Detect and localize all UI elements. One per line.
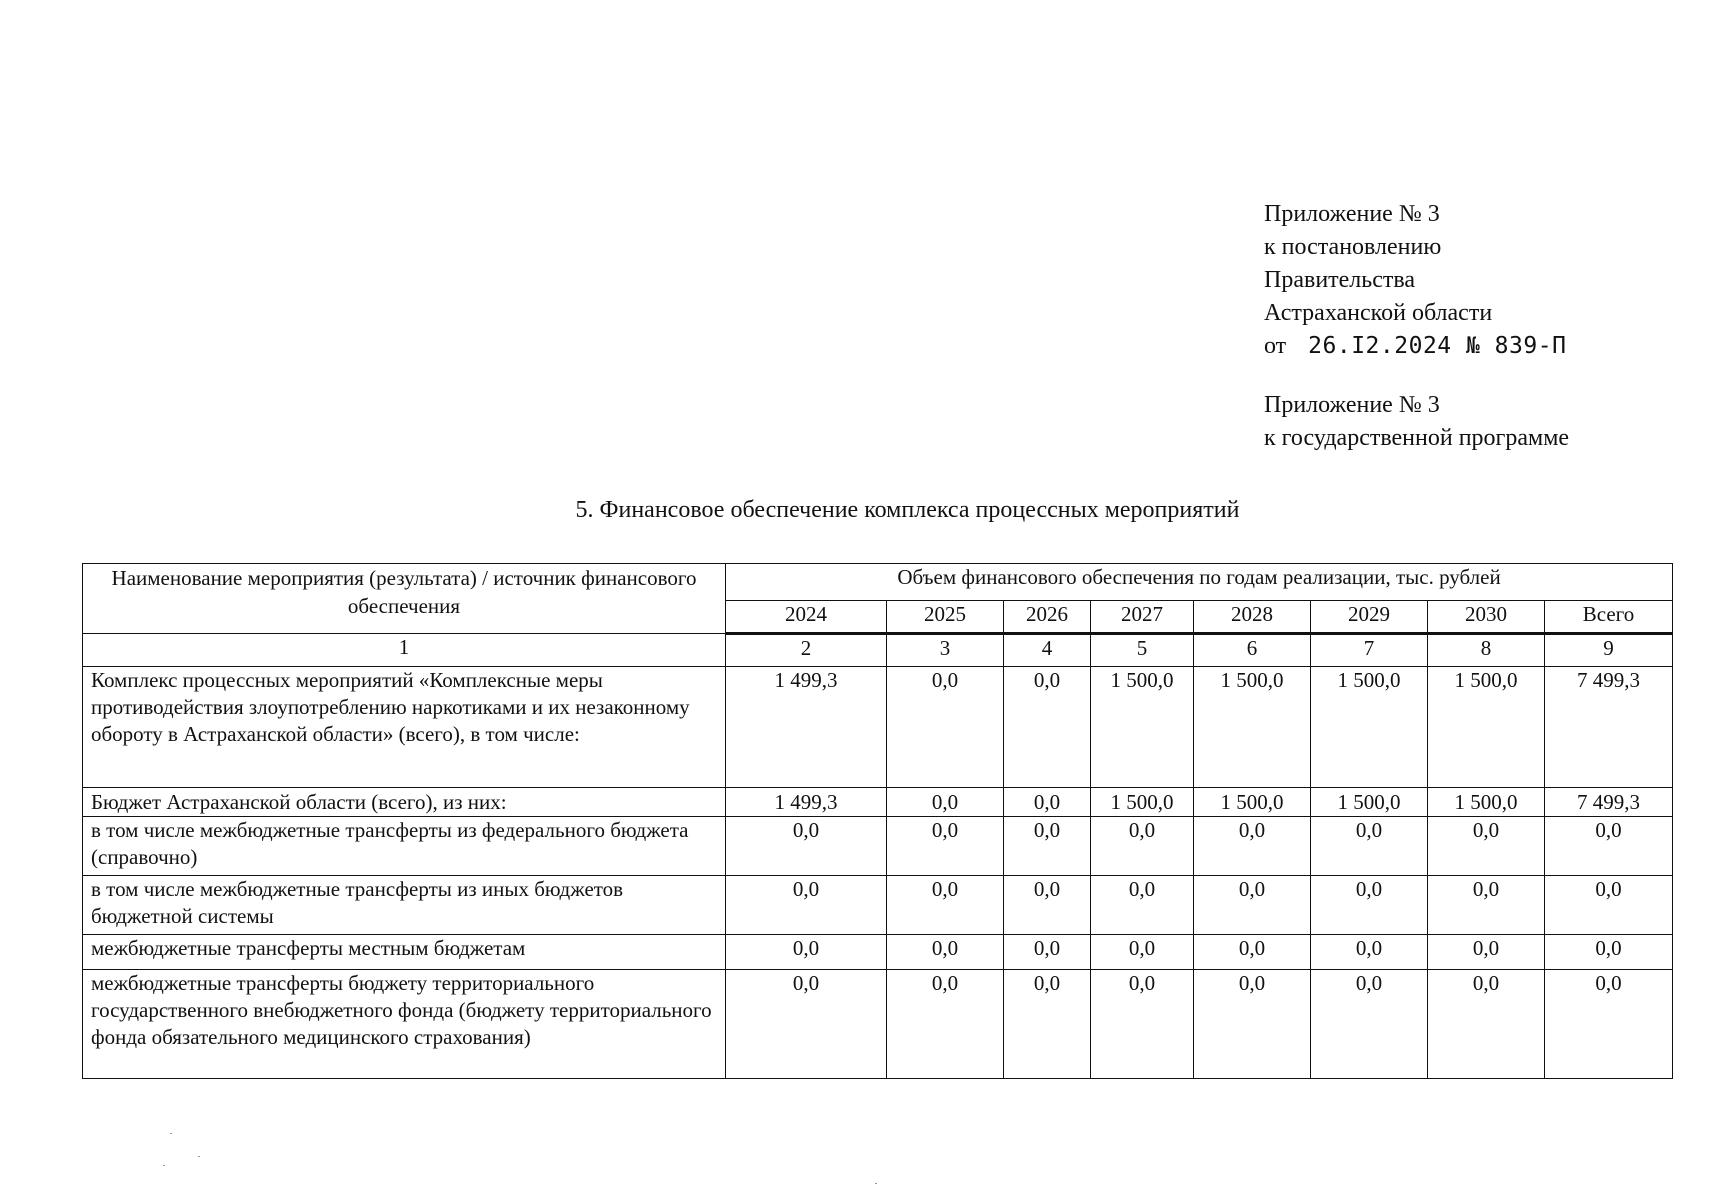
value-cell: 0,0 [1091, 817, 1194, 876]
appendix-line-3: Астраханской области [1264, 300, 1493, 326]
row-name: Комплекс процессных мероприятий «Комплексные меры противодействия злоупотреблению наркотиками и их незаконному обороту в Астраханской области» (всего), в том числе: [83, 667, 726, 788]
value-cell: 0,0 [887, 876, 1004, 935]
column-number: 6 [1194, 634, 1311, 667]
row-name: Бюджет Астраханской области (всего), из них: [83, 788, 726, 817]
value-cell: 0,0 [726, 970, 887, 1079]
value-cell: 1 499,3 [726, 667, 887, 788]
row-name: межбюджетные трансферты бюджету территориального государственного внебюджетного фонда (бюджету территориального фонда обязательного медицинского страхования) [83, 970, 726, 1079]
column-number: 1 [83, 634, 726, 667]
value-cell: 1 500,0 [1194, 788, 1311, 817]
table-row [83, 667, 1673, 788]
year-header: 2025 [887, 601, 1004, 634]
value-cell: 0,0 [1428, 970, 1545, 1079]
value-cell: 0,0 [1194, 817, 1311, 876]
table-row [83, 935, 1673, 970]
column-number: 5 [1091, 634, 1194, 667]
value-cell: 1 500,0 [1311, 667, 1428, 788]
value-cell: 0,0 [1004, 667, 1091, 788]
appendix-heading [1264, 198, 1569, 455]
value-cell: 0,0 [1194, 935, 1311, 970]
value-cell: 1 499,3 [726, 788, 887, 817]
total-cell: 7 499,3 [1545, 788, 1673, 817]
value-cell: 0,0 [1004, 970, 1091, 1079]
total-header: Всего [1545, 601, 1673, 634]
scan-speck [875, 1183, 877, 1184]
value-cell: 0,0 [887, 817, 1004, 876]
value-cell: 0,0 [1004, 935, 1091, 970]
value-cell: 0,0 [1311, 817, 1428, 876]
column-number: 9 [1545, 634, 1673, 667]
table-row [83, 788, 1673, 817]
header-row-1 [83, 564, 1673, 601]
value-cell: 0,0 [1004, 817, 1091, 876]
column-number: 7 [1311, 634, 1428, 667]
value-cell: 0,0 [887, 970, 1004, 1079]
scan-speck [170, 1133, 172, 1134]
value-cell: 0,0 [1091, 876, 1194, 935]
total-cell: 0,0 [1545, 876, 1673, 935]
table-row [83, 970, 1673, 1079]
value-cell: 0,0 [1311, 935, 1428, 970]
value-cell: 1 500,0 [1428, 667, 1545, 788]
decree-number: 26.I2.2024 № 839-П [1308, 333, 1567, 359]
table-row [83, 817, 1673, 876]
total-cell: 0,0 [1545, 935, 1673, 970]
header-name-cell: Наименование мероприятия (результата) / источник финансового обеспечения [83, 564, 726, 634]
value-cell: 0,0 [887, 667, 1004, 788]
program-appendix-line: к государственной программе [1264, 425, 1570, 451]
value-cell: 0,0 [1311, 876, 1428, 935]
year-header: 2024 [726, 601, 887, 634]
value-cell: 0,0 [1194, 970, 1311, 1079]
total-cell: 7 499,3 [1545, 667, 1673, 788]
value-cell: 0,0 [887, 935, 1004, 970]
row-name: в том числе межбюджетные трансферты из иных бюджетов бюджетной системы [83, 876, 726, 935]
year-header: 2026 [1004, 601, 1091, 634]
appendix-line-2: Правительства [1264, 267, 1416, 293]
value-cell: 1 500,0 [1311, 788, 1428, 817]
year-header: 2027 [1091, 601, 1194, 634]
value-cell: 0,0 [1004, 876, 1091, 935]
scan-speck [163, 1165, 165, 1166]
value-cell: 1 500,0 [1194, 667, 1311, 788]
total-cell: 0,0 [1545, 970, 1673, 1079]
value-cell: 0,0 [1004, 788, 1091, 817]
row-name: в том числе межбюджетные трансферты из федерального бюджета (справочно) [83, 817, 726, 876]
value-cell: 0,0 [1091, 970, 1194, 1079]
value-cell: 0,0 [726, 876, 887, 935]
decree-line [1264, 330, 1569, 363]
section-title: 5. Финансовое обеспечение комплекса процессных мероприятий [575, 497, 1240, 523]
finance-table [82, 563, 1673, 1079]
value-cell: 0,0 [1194, 876, 1311, 935]
column-number: 3 [887, 634, 1004, 667]
column-number-row [83, 634, 1673, 667]
value-cell: 1 500,0 [1428, 788, 1545, 817]
year-header: 2028 [1194, 601, 1311, 634]
table-row [83, 876, 1673, 935]
value-cell: 0,0 [1311, 970, 1428, 1079]
value-cell: 0,0 [1091, 935, 1194, 970]
year-header: 2029 [1311, 601, 1428, 634]
value-cell: 1 500,0 [1091, 667, 1194, 788]
decree-prefix: от [1264, 333, 1287, 359]
value-cell: 0,0 [1428, 876, 1545, 935]
column-number: 2 [726, 634, 887, 667]
column-number: 8 [1428, 634, 1545, 667]
scan-speck [198, 1156, 200, 1157]
column-number: 4 [1004, 634, 1091, 667]
program-appendix-title: Приложение № 3 [1264, 392, 1440, 418]
appendix-line-1: к постановлению [1264, 234, 1442, 260]
value-cell: 0,0 [726, 935, 887, 970]
header-volume-cell: Объем финансового обеспечения по годам реализации, тыс. рублей [726, 564, 1673, 601]
total-cell: 0,0 [1545, 817, 1673, 876]
value-cell: 0,0 [1428, 935, 1545, 970]
value-cell: 1 500,0 [1091, 788, 1194, 817]
year-header: 2030 [1428, 601, 1545, 634]
appendix-title: Приложение № 3 [1264, 201, 1440, 227]
value-cell: 0,0 [726, 817, 887, 876]
value-cell: 0,0 [1428, 817, 1545, 876]
value-cell: 0,0 [887, 788, 1004, 817]
row-name: межбюджетные трансферты местным бюджетам [83, 935, 726, 970]
appendix-gap [1264, 363, 1569, 389]
